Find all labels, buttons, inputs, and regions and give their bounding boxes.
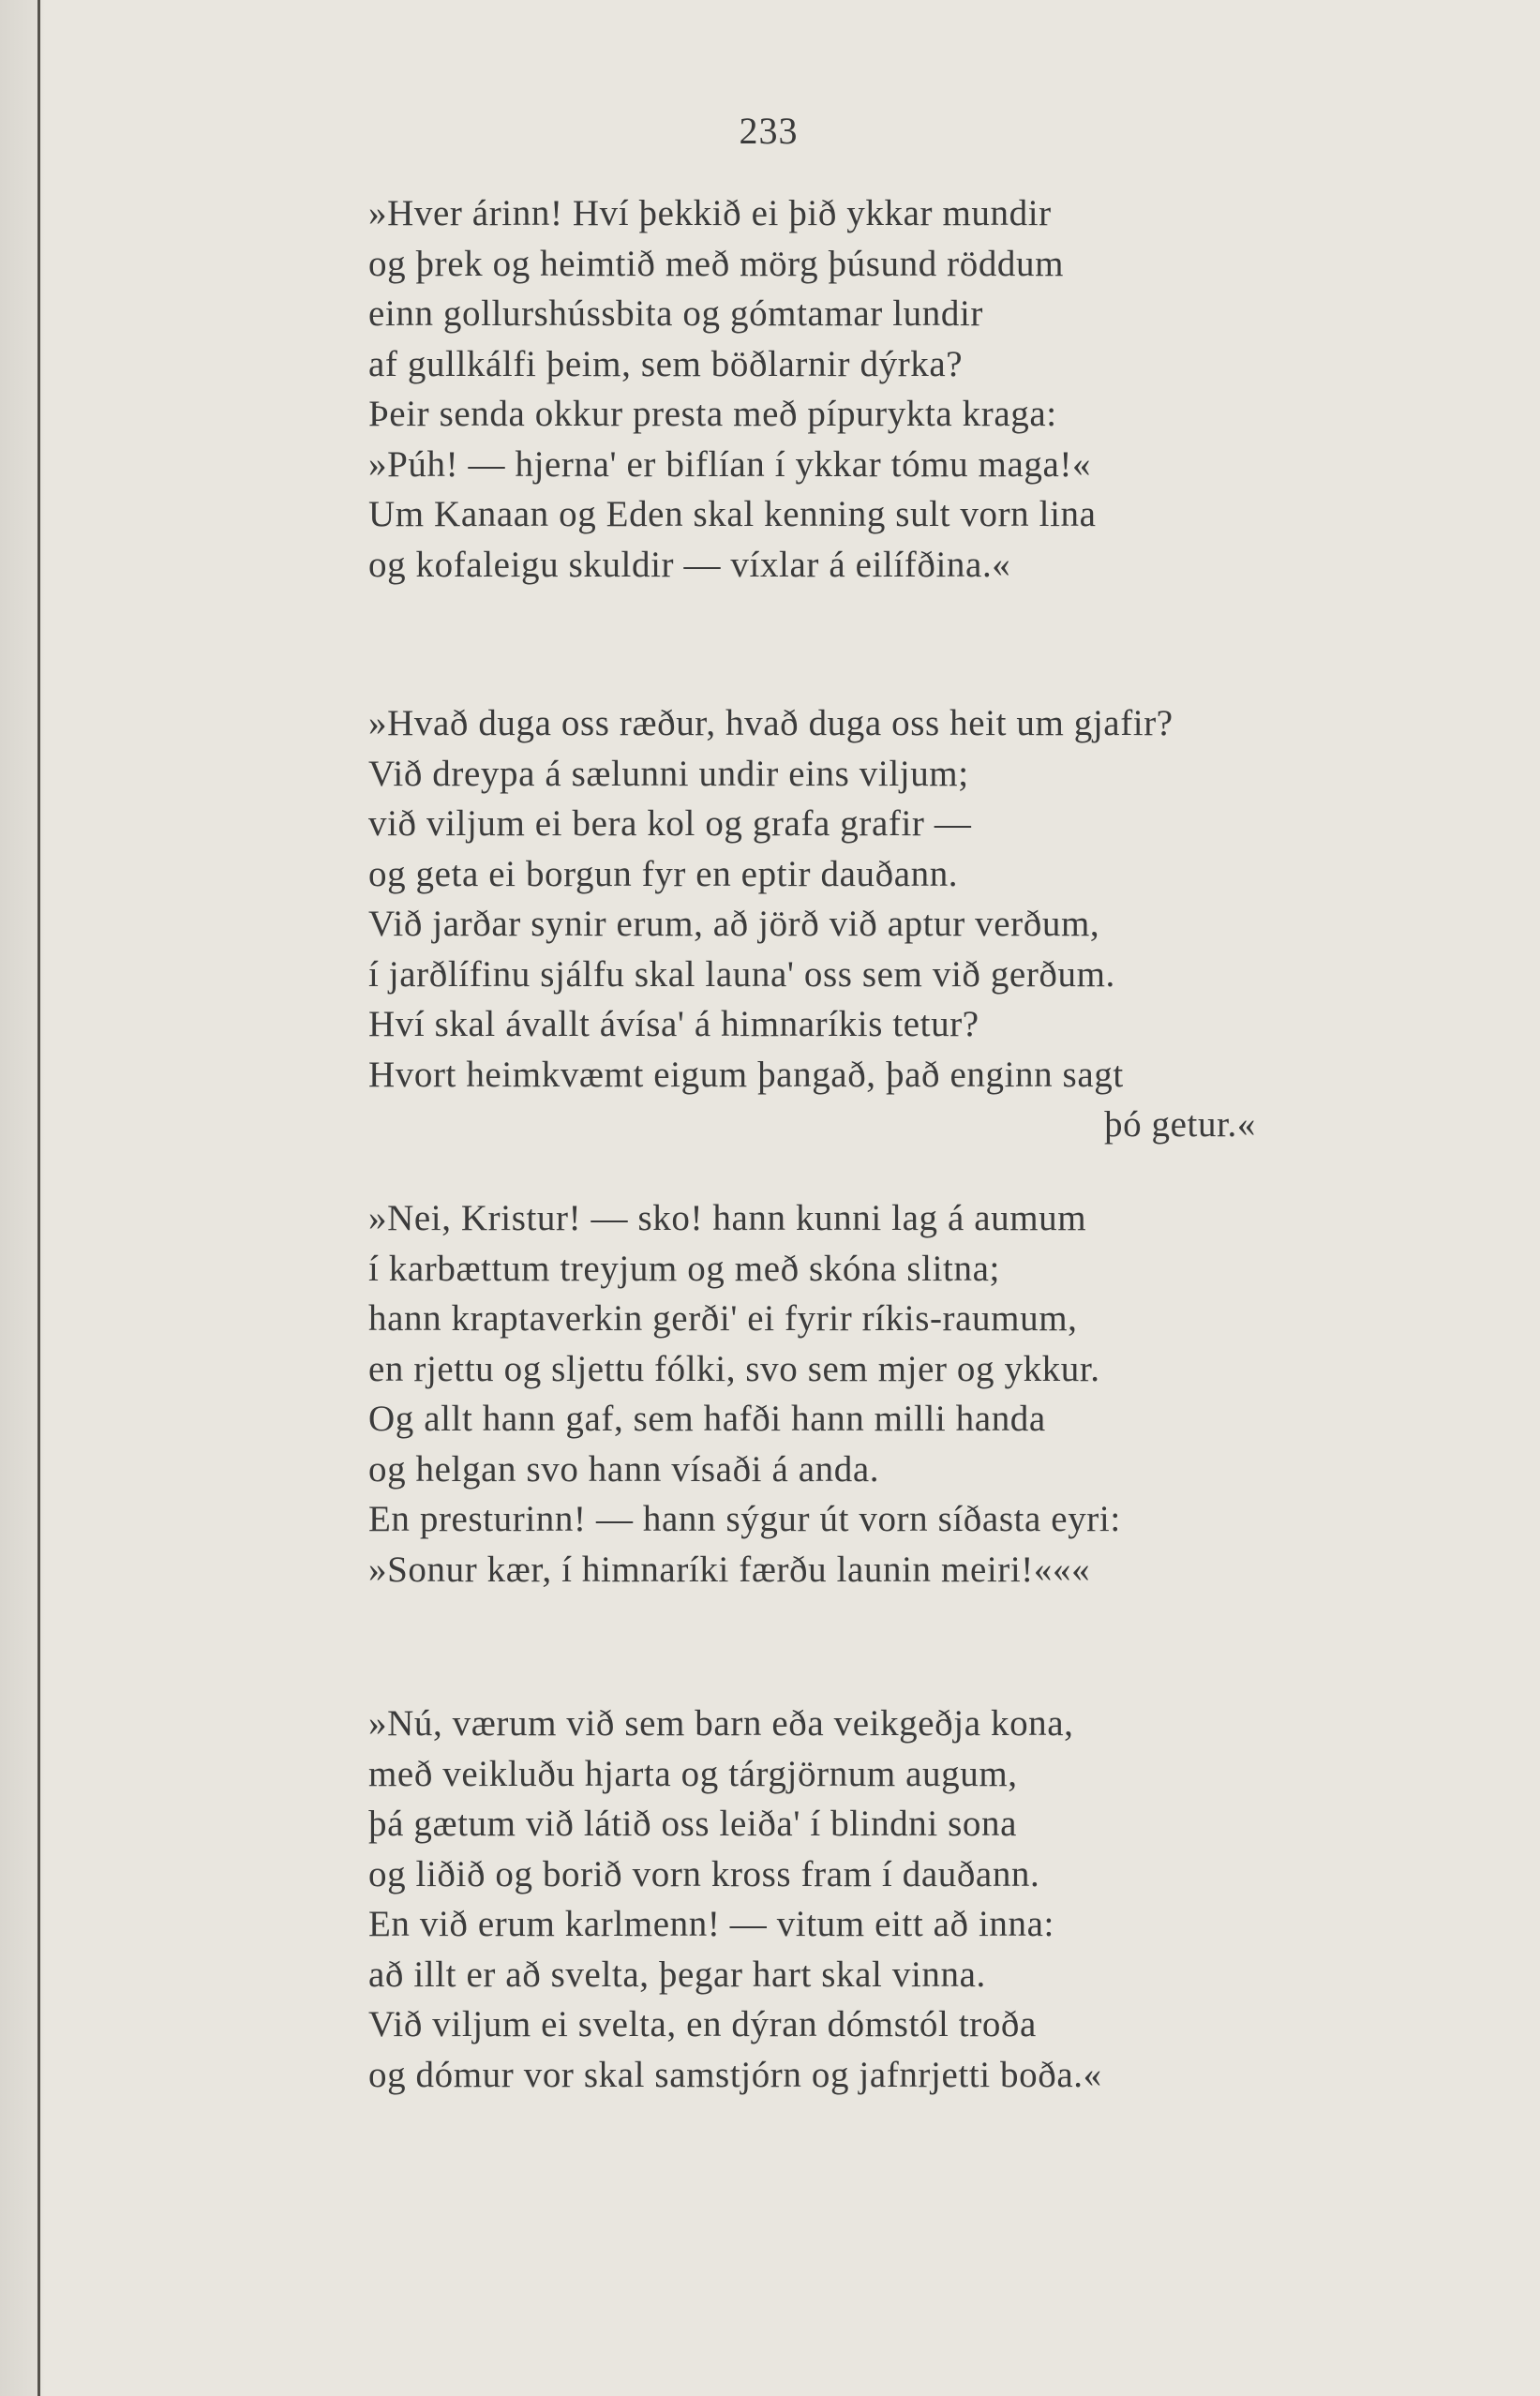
verse-line: Við jarðar synir erum, að jörð við aptur verðum, <box>368 904 1100 944</box>
verse-line: »Sonur kær, í himnaríki færðu launin meiri!««« <box>368 1549 1091 1590</box>
verse-line: við viljum ei bera kol og grafa grafir — <box>368 803 972 844</box>
verse-line: Og allt hann gaf, sem hafði hann milli handa <box>368 1399 1046 1439</box>
verse-line: og kofaleigu skuldir — víxlar á eilífðina.« <box>368 544 1011 585</box>
verse-line: og geta ei borgun fyr en eptir dauðann. <box>368 853 959 894</box>
verse-line: »Hvað duga oss ræður, hvað duga oss heit um gjafir? <box>368 703 1174 743</box>
stanza-2 <box>368 698 1418 1150</box>
verse-line: í jarðlífinu sjálfu skal launa' oss sem við gerðum. <box>368 953 1115 995</box>
stanza-4 <box>368 1699 1418 2100</box>
verse-line: þá gætum við látið oss leiða' í blindni sona <box>368 1804 1018 1844</box>
verse-line: »Púh! — hjerna' er biflían í ykkar tómu maga!« <box>368 443 1092 485</box>
verse-line: En presturinn! — hann sýgur út vorn síðasta eyri: <box>368 1499 1121 1539</box>
verse-line: af gullkálfi þeim, sem böðlarnir dýrka? <box>368 343 964 384</box>
verse-line: einn gollurshússbita og gómtamar lundir <box>368 293 983 334</box>
verse-line: »Nú, værum við sem barn eða veikgeðja kona, <box>368 1703 1074 1744</box>
verse-line: og liðið og borið vorn kross fram í dauðann. <box>368 1853 1040 1894</box>
verse-line: og dómur vor skal samstjórn og jafnrjetti boða.« <box>368 2054 1102 2095</box>
verse-line: En við erum karlmenn! — vitum eitt að inna: <box>368 1904 1054 1944</box>
stanza-3 <box>368 1193 1418 1595</box>
verse-line: »Nei, Kristur! — sko! hann kunni lag á aumum <box>368 1198 1087 1238</box>
verse-line: en rjettu og sljettu fólki, svo sem mjer og ykkur. <box>368 1348 1100 1389</box>
verse-line: með veikluðu hjarta og tárgjörnum augum, <box>368 1753 1018 1794</box>
page-number: 233 <box>739 110 799 152</box>
verse-line: í karbættum treyjum og með skóna slitna; <box>368 1248 1000 1289</box>
verse-line: að illt er að svelta, þegar hart skal vinna. <box>368 1954 986 1995</box>
verse-line: Um Kanaan og Eden skal kenning sult vorn lina <box>368 494 1097 534</box>
verse-line: Við viljum ei svelta, en dýran dómstól troða <box>368 2004 1037 2044</box>
verse-line-continuation: þó getur.« <box>1104 1104 1256 1145</box>
verse-line: Við dreypa á sælunni undir eins viljum; <box>368 753 969 794</box>
verse-line: og þrek og heimtið með mörg þúsund röddum <box>368 243 1065 284</box>
stanza-1 <box>368 188 1418 590</box>
verse-line: hann kraptaverkin gerði' ei fyrir ríkis-raumum, <box>368 1298 1078 1339</box>
verse-line: og helgan svo hann vísaði á anda. <box>368 1448 880 1490</box>
verse-line: Hvort heimkvæmt eigum þangað, það enginn sagt <box>368 1054 1124 1095</box>
verse-line: Þeir senda okkur presta með pípurykta kraga: <box>368 394 1057 434</box>
verse-line: Hví skal ávallt ávísa' á himnaríkis tetur? <box>368 1004 979 1044</box>
verse-line: »Hver árinn! Hví þekkið ei þið ykkar mundir <box>368 193 1052 233</box>
